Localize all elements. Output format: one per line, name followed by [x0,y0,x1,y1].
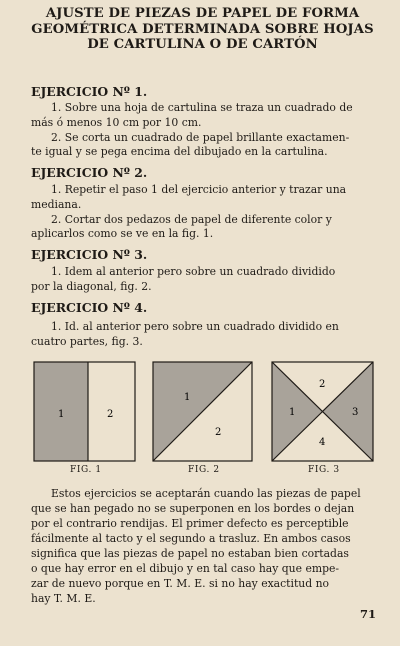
text-line: más ó menos 10 cm por 10 cm. [31,115,202,129]
text-line: significa que las piezas de papel no estaban bien cortadas [31,547,349,560]
figure-1 [34,362,135,461]
exercise-2-text [31,183,371,242]
fig3-label-4: 4 [319,437,326,448]
title-line-2: GEOMÉTRICA DETERMINADA SOBRE HOJAS [31,21,374,37]
text-line: por la diagonal, fig. 2. [31,279,152,293]
closing-paragraph [31,486,376,606]
exercise-1-text [31,101,371,160]
figure-2 [153,362,252,461]
title-line-3: DE CARTULINA O DE CARTÓN [87,37,318,52]
fig3-label-3: 3 [352,407,359,418]
exercise-3-heading: EJERCICIO Nº 3. [31,247,148,262]
page-number: 71 [360,607,377,621]
text-line: zar de nuevo porque en T. M. E. si no hay exactitud no [31,577,330,590]
fig1-label-1: 1 [58,409,65,420]
figure-3 [272,362,373,461]
fig3-shaded-right [322,362,373,461]
fig1-label-2: 2 [107,409,114,420]
fig3-label-2: 2 [319,379,326,390]
fig2-caption: FIG. 2 [188,465,220,475]
text-line: mediana. [31,197,82,211]
text-line: 2. Cortar dos pedazos de papel de diferente color y [51,212,332,226]
exercise-3-text [31,265,371,295]
title-line-1: AJUSTE DE PIEZAS DE PAPEL DE FORMA [45,6,360,21]
fig1-caption: FIG. 1 [70,465,102,475]
fig3-label-1: 1 [289,407,296,418]
text-line: 1. Repetir el paso 1 del ejercicio anterior y trazar una [51,183,347,196]
text-line: o que hay error en el dibujo y en tal caso hay que empe- [31,562,340,575]
fig2-label-2: 2 [215,427,222,438]
fig2-label-1: 1 [184,392,191,403]
fig3-caption: FIG. 3 [308,465,340,475]
text-line: 1. Id. al anterior pero sobre un cuadrado dividido en [51,320,339,333]
page-title [30,6,375,53]
text-line: 1. Sobre una hoja de cartulina se traza un cuadrado de [51,101,353,114]
text-line: hay T. M. E. [31,592,96,605]
text-line: fácilmente al tacto y el segundo a trasluz. En ambos casos [31,532,351,545]
text-line: aplicarlos como se ve en la fig. 1. [31,227,214,241]
text-line: 1. Idem al anterior pero sobre un cuadrado dividido [51,265,336,278]
exercise-4-heading: EJERCICIO Nº 4. [31,300,148,315]
text-line: que se han pegado no se superponen en los bordes o dejan [31,502,355,515]
text-line: por el contrario rendijas. El primer defecto es perceptible [31,517,349,530]
text-line: 2. Se corta un cuadrado de papel brillante exactamen- [51,130,350,144]
exercise-1-heading: EJERCICIO Nº 1. [31,84,148,99]
fig3-shaded-left [272,362,322,461]
text-line: cuatro partes, fig. 3. [31,334,143,348]
exercise-4-text [31,320,371,350]
exercise-2-heading: EJERCICIO Nº 2. [31,165,148,180]
text-line: Estos ejercicios se aceptarán cuando las piezas de papel [51,487,361,500]
text-line: te igual y se pega encima del dibujado en la cartulina. [31,145,328,159]
figures [0,360,400,480]
